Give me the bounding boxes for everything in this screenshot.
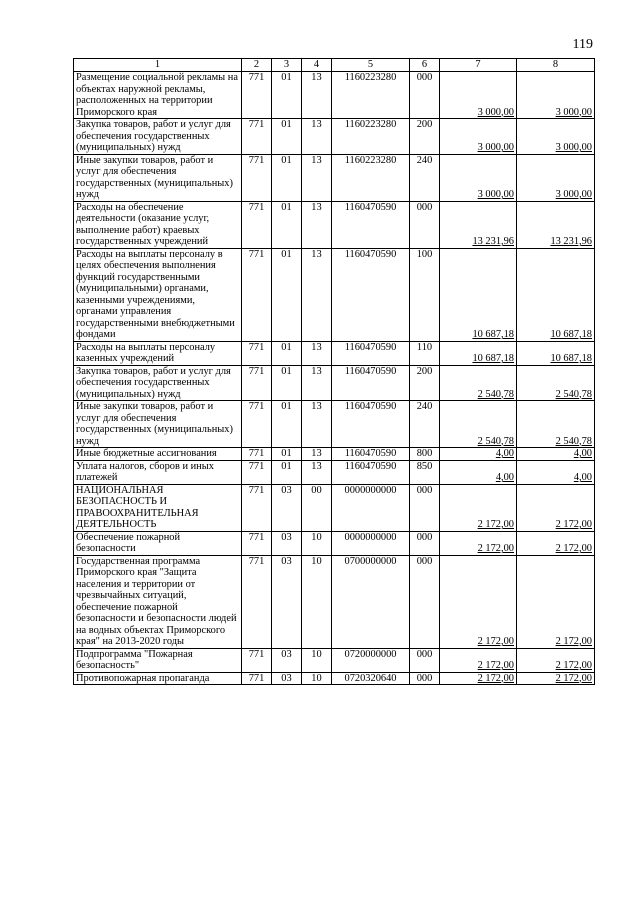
page-number: 119 bbox=[572, 37, 593, 52]
amount-value: 3 000,00 bbox=[477, 189, 514, 200]
gov-code-cell: 771 bbox=[242, 555, 272, 648]
amount-value: 2 540,78 bbox=[555, 388, 592, 400]
table-row bbox=[74, 401, 595, 448]
amount-col8-cell bbox=[517, 484, 595, 531]
subsection-code-cell: 10 bbox=[302, 531, 332, 555]
amount-value: 3 000,00 bbox=[555, 142, 592, 153]
section-code-cell: 01 bbox=[272, 448, 302, 461]
section-code-cell: 03 bbox=[272, 672, 302, 685]
amount-col7-cell bbox=[440, 119, 517, 155]
amount-value: 2 172,00 bbox=[555, 519, 592, 530]
subsection-code-cell: 13 bbox=[302, 72, 332, 119]
table-row bbox=[74, 484, 595, 531]
target-article-cell: 1160470590 bbox=[332, 448, 410, 461]
amount-value: 4,00 bbox=[573, 448, 592, 459]
amount-col7-cell bbox=[440, 531, 517, 555]
target-article-cell: 0720000000 bbox=[332, 648, 410, 672]
subsection-code-cell: 10 bbox=[302, 648, 332, 672]
amount-col7-cell bbox=[440, 460, 517, 484]
expense-type-cell: 100 bbox=[410, 248, 440, 341]
subsection-code-cell: 10 bbox=[302, 672, 332, 685]
amount-value: 2 172,00 bbox=[477, 672, 514, 684]
header-cell: 1 bbox=[74, 59, 242, 72]
row-name-cell: Закупка товаров, работ и услуг для обеспечения государственных (муниципальных) нужд bbox=[74, 119, 242, 155]
row-name-cell: Иные бюджетные ассигнования bbox=[74, 448, 242, 461]
row-name-cell: Государственная программа Приморского края "Защита населения и территории от чрезвычайных ситуаций, обеспечение пожарной безопасности и безопасности людей на водных объектах Приморского края" на 2013-2020 годы bbox=[74, 555, 242, 648]
section-code-cell: 01 bbox=[272, 401, 302, 448]
target-article-cell: 1160223280 bbox=[332, 119, 410, 155]
amount-col8-cell bbox=[517, 119, 595, 155]
section-code-cell: 01 bbox=[272, 201, 302, 248]
section-code-cell: 01 bbox=[272, 365, 302, 401]
row-name-cell: Обеспечение пожарной безопасности bbox=[74, 531, 242, 555]
amount-col8-cell bbox=[517, 648, 595, 672]
target-article-cell: 0700000000 bbox=[332, 555, 410, 648]
amount-col8-cell bbox=[517, 672, 595, 685]
amount-value: 2 172,00 bbox=[477, 660, 514, 671]
table-row bbox=[74, 555, 595, 648]
gov-code-cell: 771 bbox=[242, 72, 272, 119]
expense-type-cell: 850 bbox=[410, 460, 440, 484]
table-row bbox=[74, 154, 595, 201]
header-cell: 7 bbox=[440, 59, 517, 72]
expense-type-cell: 200 bbox=[410, 365, 440, 401]
subsection-code-cell: 13 bbox=[302, 248, 332, 341]
gov-code-cell: 771 bbox=[242, 484, 272, 531]
amount-col8-cell bbox=[517, 72, 595, 119]
gov-code-cell: 771 bbox=[242, 448, 272, 461]
amount-col7-cell bbox=[440, 448, 517, 461]
header-cell: 8 bbox=[517, 59, 595, 72]
amount-value: 13 231,96 bbox=[550, 236, 592, 247]
amount-col7-cell bbox=[440, 201, 517, 248]
gov-code-cell: 771 bbox=[242, 531, 272, 555]
table-row bbox=[74, 341, 595, 365]
amount-col7-cell bbox=[440, 72, 517, 119]
amount-col7-cell bbox=[440, 401, 517, 448]
section-code-cell: 03 bbox=[272, 555, 302, 648]
header-row bbox=[74, 59, 595, 72]
row-name-cell: НАЦИОНАЛЬНАЯ БЕЗОПАСНОСТЬ И ПРАВООХРАНИТЕЛЬНАЯ ДЕЯТЕЛЬНОСТЬ bbox=[74, 484, 242, 531]
section-code-cell: 01 bbox=[272, 119, 302, 155]
section-code-cell: 03 bbox=[272, 484, 302, 531]
row-name-cell: Расходы на выплаты персоналу казенных учреждений bbox=[74, 341, 242, 365]
amount-value: 2 540,78 bbox=[477, 435, 514, 447]
section-code-cell: 03 bbox=[272, 648, 302, 672]
row-name-cell: Иные закупки товаров, работ и услуг для обеспечения государственных (муниципальных) нужд bbox=[74, 154, 242, 201]
gov-code-cell: 771 bbox=[242, 341, 272, 365]
table-row bbox=[74, 448, 595, 461]
target-article-cell: 0000000000 bbox=[332, 531, 410, 555]
expense-type-cell: 000 bbox=[410, 72, 440, 119]
gov-code-cell: 771 bbox=[242, 365, 272, 401]
table-row bbox=[74, 365, 595, 401]
target-article-cell: 1160470590 bbox=[332, 401, 410, 448]
section-code-cell: 01 bbox=[272, 154, 302, 201]
target-article-cell: 0000000000 bbox=[332, 484, 410, 531]
header-cell: 4 bbox=[302, 59, 332, 72]
section-code-cell: 01 bbox=[272, 72, 302, 119]
expense-type-cell: 000 bbox=[410, 555, 440, 648]
header-cell: 3 bbox=[272, 59, 302, 72]
amount-col7-cell bbox=[440, 555, 517, 648]
amount-value: 2 172,00 bbox=[555, 660, 592, 671]
gov-code-cell: 771 bbox=[242, 119, 272, 155]
amount-col8-cell bbox=[517, 341, 595, 365]
table-row bbox=[74, 248, 595, 341]
amount-col7-cell bbox=[440, 154, 517, 201]
target-article-cell: 1160223280 bbox=[332, 154, 410, 201]
gov-code-cell: 771 bbox=[242, 460, 272, 484]
amount-col8-cell bbox=[517, 555, 595, 648]
target-article-cell: 1160470590 bbox=[332, 341, 410, 365]
amount-col8-cell bbox=[517, 531, 595, 555]
subsection-code-cell: 13 bbox=[302, 460, 332, 484]
amount-value: 2 172,00 bbox=[477, 519, 514, 530]
target-article-cell: 0720320640 bbox=[332, 672, 410, 685]
table-row bbox=[74, 201, 595, 248]
subsection-code-cell: 10 bbox=[302, 555, 332, 648]
amount-value: 4,00 bbox=[573, 472, 592, 483]
table-row bbox=[74, 119, 595, 155]
header-cell: 5 bbox=[332, 59, 410, 72]
subsection-code-cell: 13 bbox=[302, 365, 332, 401]
row-name-cell: Закупка товаров, работ и услуг для обеспечения государственных (муниципальных) нужд bbox=[74, 365, 242, 401]
amount-value: 13 231,96 bbox=[472, 236, 514, 247]
amount-col8-cell bbox=[517, 154, 595, 201]
target-article-cell: 1160470590 bbox=[332, 460, 410, 484]
amount-col7-cell bbox=[440, 365, 517, 401]
amount-col7-cell bbox=[440, 341, 517, 365]
amount-value: 2 540,78 bbox=[477, 388, 514, 400]
row-name-cell: Размещение социальной рекламы на объектах наружной рекламы, расположенных на территории Приморского края bbox=[74, 72, 242, 119]
target-article-cell: 1160470590 bbox=[332, 248, 410, 341]
amount-value: 2 540,78 bbox=[555, 435, 592, 447]
amount-value: 2 172,00 bbox=[477, 543, 514, 554]
amount-col8-cell bbox=[517, 401, 595, 448]
subsection-code-cell: 13 bbox=[302, 448, 332, 461]
amount-value: 3 000,00 bbox=[555, 189, 592, 200]
gov-code-cell: 771 bbox=[242, 672, 272, 685]
subsection-code-cell: 00 bbox=[302, 484, 332, 531]
expense-type-cell: 000 bbox=[410, 531, 440, 555]
expense-type-cell: 240 bbox=[410, 154, 440, 201]
expense-type-cell: 000 bbox=[410, 484, 440, 531]
amount-value: 3 000,00 bbox=[555, 106, 592, 118]
header-cell: 6 bbox=[410, 59, 440, 72]
target-article-cell: 1160470590 bbox=[332, 365, 410, 401]
section-code-cell: 03 bbox=[272, 531, 302, 555]
amount-col7-cell bbox=[440, 484, 517, 531]
amount-col8-cell bbox=[517, 448, 595, 461]
subsection-code-cell: 13 bbox=[302, 201, 332, 248]
amount-value: 3 000,00 bbox=[477, 106, 514, 118]
amount-value: 2 172,00 bbox=[555, 636, 592, 647]
row-name-cell: Противопожарная пропаганда bbox=[74, 672, 242, 685]
subsection-code-cell: 13 bbox=[302, 341, 332, 365]
gov-code-cell: 771 bbox=[242, 401, 272, 448]
expense-type-cell: 200 bbox=[410, 119, 440, 155]
subsection-code-cell: 13 bbox=[302, 154, 332, 201]
amount-col8-cell bbox=[517, 248, 595, 341]
amount-col8-cell bbox=[517, 365, 595, 401]
amount-value: 2 172,00 bbox=[477, 636, 514, 647]
amount-col7-cell bbox=[440, 648, 517, 672]
table-row bbox=[74, 648, 595, 672]
row-name-cell: Расходы на выплаты персоналу в целях обеспечения выполнения функций государственными (муниципальными) органами, казенными учреждениями, органами управления государственными внебюджетными фондами bbox=[74, 248, 242, 341]
amount-value: 4,00 bbox=[495, 472, 514, 483]
amount-value: 3 000,00 bbox=[477, 142, 514, 153]
amount-value: 10 687,18 bbox=[472, 353, 514, 364]
expense-type-cell: 800 bbox=[410, 448, 440, 461]
subsection-code-cell: 13 bbox=[302, 119, 332, 155]
gov-code-cell: 771 bbox=[242, 154, 272, 201]
row-name-cell: Подпрограмма "Пожарная безопасность" bbox=[74, 648, 242, 672]
table-row bbox=[74, 72, 595, 119]
amount-col7-cell bbox=[440, 248, 517, 341]
expense-type-cell: 110 bbox=[410, 341, 440, 365]
amount-value: 10 687,18 bbox=[550, 329, 592, 340]
amount-value: 2 172,00 bbox=[555, 672, 592, 684]
amount-value: 10 687,18 bbox=[550, 353, 592, 364]
amount-value: 2 172,00 bbox=[555, 543, 592, 554]
row-name-cell: Уплата налогов, сборов и иных платежей bbox=[74, 460, 242, 484]
amount-col8-cell bbox=[517, 460, 595, 484]
target-article-cell: 1160223280 bbox=[332, 72, 410, 119]
gov-code-cell: 771 bbox=[242, 648, 272, 672]
header-cell: 2 bbox=[242, 59, 272, 72]
amount-value: 4,00 bbox=[495, 448, 514, 459]
amount-col8-cell bbox=[517, 201, 595, 248]
budget-table bbox=[73, 58, 595, 685]
amount-col7-cell bbox=[440, 672, 517, 685]
expense-type-cell: 000 bbox=[410, 201, 440, 248]
gov-code-cell: 771 bbox=[242, 201, 272, 248]
amount-value: 10 687,18 bbox=[472, 329, 514, 340]
table-row bbox=[74, 531, 595, 555]
subsection-code-cell: 13 bbox=[302, 401, 332, 448]
gov-code-cell: 771 bbox=[242, 248, 272, 341]
section-code-cell: 01 bbox=[272, 460, 302, 484]
row-name-cell: Иные закупки товаров, работ и услуг для обеспечения государственных (муниципальных) нужд bbox=[74, 401, 242, 448]
section-code-cell: 01 bbox=[272, 341, 302, 365]
row-name-cell: Расходы на обеспечение деятельности (оказание услуг, выполнение работ) краевых государственных учреждений bbox=[74, 201, 242, 248]
expense-type-cell: 000 bbox=[410, 672, 440, 685]
target-article-cell: 1160470590 bbox=[332, 201, 410, 248]
table-row bbox=[74, 672, 595, 685]
section-code-cell: 01 bbox=[272, 248, 302, 341]
expense-type-cell: 240 bbox=[410, 401, 440, 448]
expense-type-cell: 000 bbox=[410, 648, 440, 672]
table-row bbox=[74, 460, 595, 484]
